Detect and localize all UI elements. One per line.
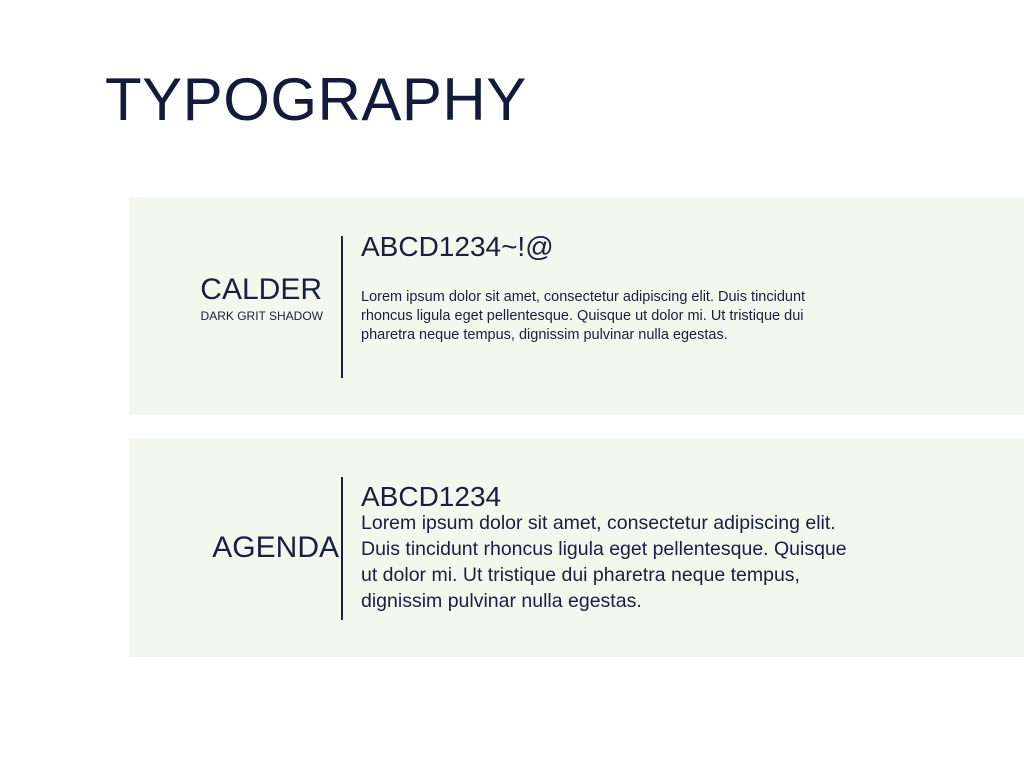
sample-heading: ABCD1234~!@	[361, 231, 554, 262]
divider	[341, 477, 343, 620]
font-card-agenda	[129, 438, 1024, 657]
sample-body: Lorem ipsum dolor sit amet, consectetur adipiscing elit. Duis tincidunt rhoncus ligula eget pellentesque. Quisque ut dolor mi. Ut tristique dui pharetra neque tempus, dignissim pulvinar nulla egestas.	[361, 289, 806, 343]
sample-body: Lorem ipsum dolor sit amet, consectetur adipiscing elit. Duis tincidunt rhoncus ligula eget pellentesque. Quisque ut dolor mi. Ut tristique dui pharetra neque tempus, dignissim pulvinar nulla egestas.	[361, 512, 847, 612]
page-title: TYPOGRAPHY	[105, 66, 527, 133]
font-name: CALDER	[200, 273, 322, 306]
divider	[341, 236, 343, 378]
font-subtitle: DARK GRIT SHADOW	[200, 309, 323, 323]
font-card-calder	[129, 197, 1024, 415]
sample-heading: ABCD1234	[361, 481, 502, 512]
font-name: AGENDA	[212, 531, 339, 564]
